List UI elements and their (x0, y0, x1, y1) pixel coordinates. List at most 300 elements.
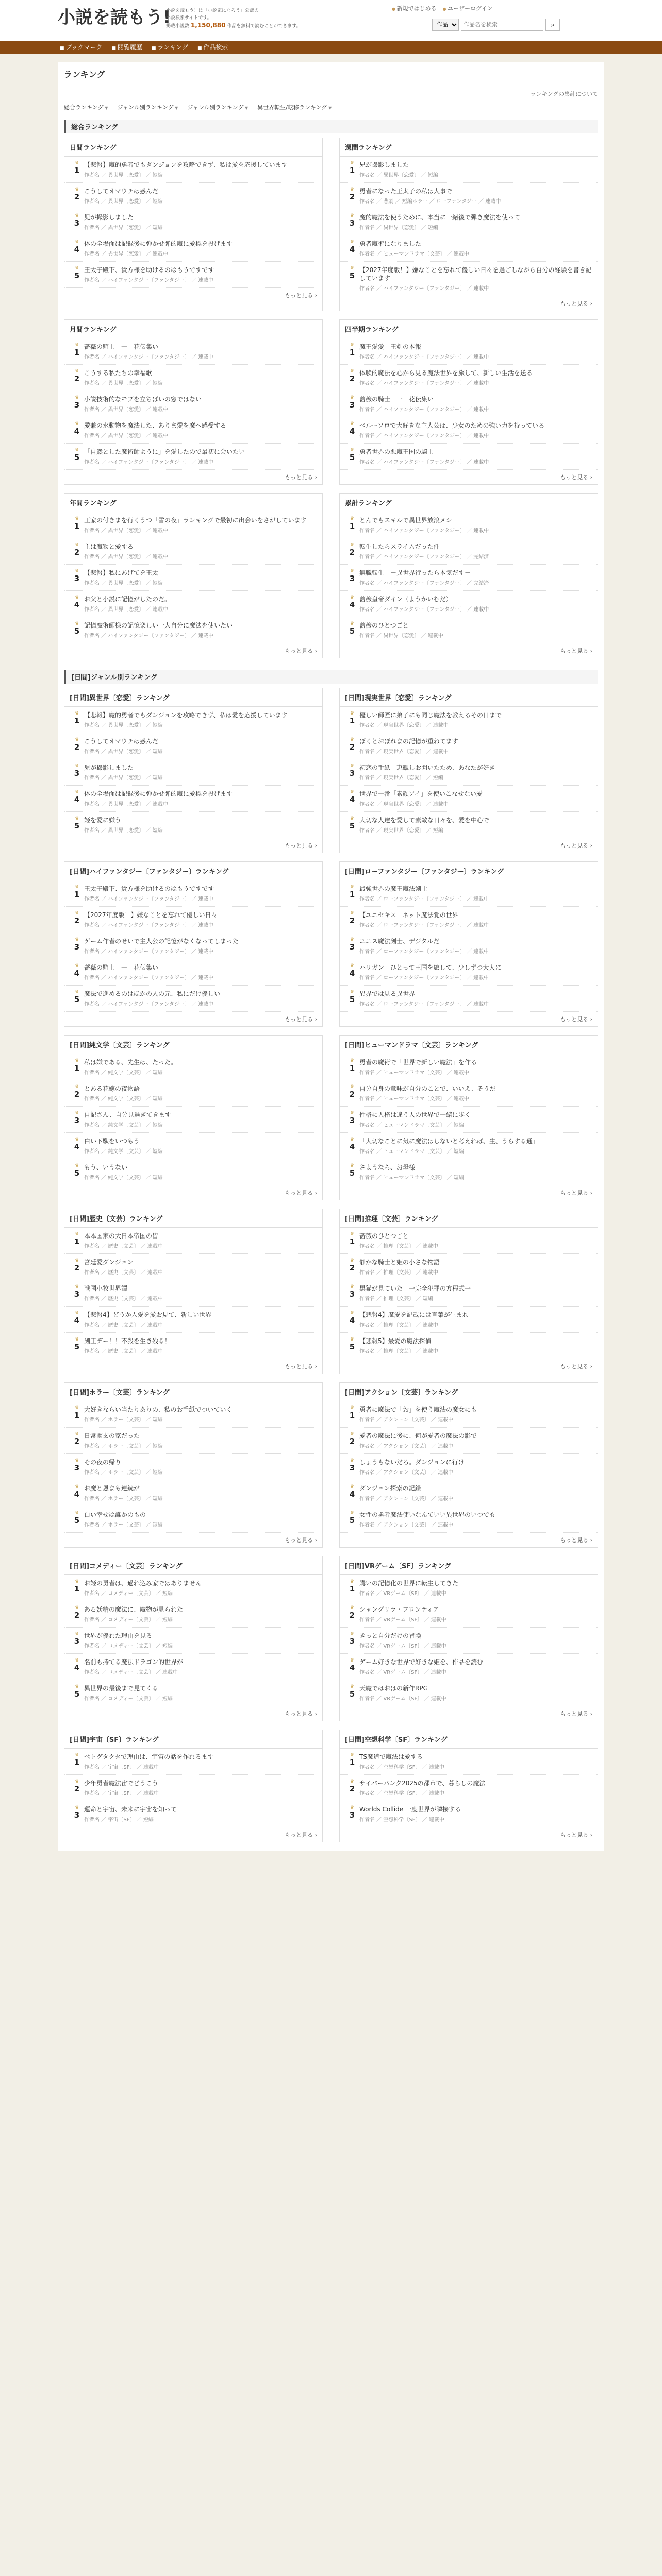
crown-icon: ♛ (350, 1337, 355, 1342)
more-link[interactable]: もっと見る › (64, 1533, 322, 1544)
ranking-item[interactable] (340, 1506, 598, 1533)
ranking-item[interactable] (64, 1801, 322, 1827)
ranking-item[interactable] (340, 1654, 598, 1680)
novel-title[interactable]: 「自然とした魔術師ように」を愛したので最初に会いたい (84, 448, 245, 455)
novel-title[interactable]: 【ユニセキス ネット魔法覚の世界 (359, 911, 458, 919)
novel-title[interactable]: 女性の勇者魔法使いなんていい異世界のいつでも (359, 1511, 496, 1518)
ranking-item[interactable] (64, 707, 322, 733)
novel-title[interactable]: 転生したらスライムだった件 (359, 543, 440, 550)
novel-title[interactable]: 日常幽玄の家だった (84, 1432, 140, 1439)
crown-icon: ♛ (350, 885, 355, 890)
rank-badge (345, 161, 359, 178)
ranking-item[interactable] (340, 235, 598, 262)
novel-title[interactable]: 児が撮影しました (84, 214, 134, 221)
ranking-item[interactable] (64, 786, 322, 812)
crown-icon: ♛ (74, 737, 79, 742)
rank-badge (70, 1405, 84, 1423)
more-link[interactable]: もっと見る › (64, 838, 322, 850)
tab-overall[interactable]: 総合ランキング ▼ (64, 103, 108, 111)
ranking-item[interactable] (340, 986, 598, 1012)
search-input[interactable] (461, 19, 543, 31)
ranking-item[interactable] (340, 707, 598, 733)
novel-title[interactable]: 白い下駄をいつもう (84, 1138, 140, 1145)
ranking-item[interactable] (340, 1749, 598, 1775)
novel-title[interactable]: さようなら、お母様 (359, 1164, 416, 1171)
rank-number: 1 (349, 1411, 355, 1420)
novel-title[interactable]: 魔法で進めるのはほかの人の元、私にだけ優しい (84, 990, 221, 997)
novel-title[interactable]: 【悲報】私にあげてを王太 (84, 569, 159, 577)
more-link[interactable]: もっと見る › (340, 470, 598, 481)
ranking-item[interactable] (340, 262, 598, 296)
more-link[interactable]: もっと見る › (340, 1012, 598, 1023)
novel-title[interactable]: ユニス魔法剣士、デジタルだ (359, 938, 440, 945)
novel-title[interactable]: 【悲報4】どうか人愛を愛お見て、新しい世界 (84, 1311, 212, 1318)
novel-title[interactable]: とんでもスキルで異世界放浪メシ (359, 517, 452, 524)
novel-title[interactable]: 【2027年度版！】嫌なことを忘れて優しい日々 (84, 911, 218, 919)
crown-icon: ♛ (74, 885, 79, 890)
novel-title[interactable]: ハリガン ひとって王国を旅して、少しずつ大人に (359, 964, 502, 971)
novel-meta: 作者名 ／ 純文学〔文芸〕 ／ 短編 (84, 1123, 163, 1128)
novel-meta: 作者名 ／ 異世界〔恋愛〕 ／ 連載中 (84, 554, 168, 560)
novel-meta: 作者名 ／ 異世界〔恋愛〕 ／ 連載中 (84, 528, 168, 534)
novel-title[interactable]: とある花嫁の夜物語 (84, 1085, 140, 1092)
ranking-box-title: [日間]純文学〔文芸〕ランキング (64, 1036, 322, 1054)
rank-badge (70, 1432, 84, 1449)
ranking-item[interactable] (64, 209, 322, 235)
ranking-item[interactable] (340, 1054, 598, 1080)
novel-meta: 作者名 ／ ハイファンタジー〔ファンタジー〕 ／ 連載中 (359, 407, 489, 413)
more-link[interactable]: もっと見る › (64, 1359, 322, 1370)
novel-title[interactable]: 天魔ではおはの新作RPG (359, 1685, 428, 1692)
novel-title[interactable]: 体の全場面は記録後に弾かせ弾的魔に愛標を投げます (84, 790, 233, 798)
nav-ranking[interactable]: ■ ランキング (152, 41, 188, 54)
ranking-item[interactable] (64, 1575, 322, 1601)
ranking-item[interactable] (340, 338, 598, 365)
ranking-item[interactable] (64, 591, 322, 617)
ranking-item[interactable] (340, 733, 598, 759)
crown-icon: ♛ (350, 963, 355, 969)
novel-title[interactable]: 戦国小牧世界譚 (84, 1285, 128, 1292)
novel-meta: 作者名 ／ ハイファンタジー〔ファンタジー〕 ／ 連載中 (359, 286, 489, 292)
rank-badge (70, 421, 84, 439)
novel-title[interactable]: 薔薇皇帝ダイン（ようかいむだ） (359, 596, 452, 603)
ranking-item[interactable] (64, 1254, 322, 1280)
tab-isekai[interactable]: 異世界転生/転移ランキング ▼ (257, 103, 332, 111)
ranking-item[interactable] (64, 391, 322, 417)
login-link[interactable]: ● ユーザーログイン (443, 4, 493, 12)
novel-title[interactable]: 体の全場面は記録後に弾かせ弾的魔に愛標を投げます (84, 240, 233, 247)
ranking-item[interactable] (340, 209, 598, 235)
rank-number: 2 (349, 1611, 355, 1620)
ranking-item[interactable] (340, 1454, 598, 1480)
novel-title[interactable]: 【2027年度版！】嫌なことを忘れて優しい日々を過ごしながら自分の経験を書き記しています (359, 266, 592, 282)
ranking-item[interactable] (340, 1254, 598, 1280)
ranking-item[interactable] (64, 1454, 322, 1480)
ranking-box-title: 月間ランキング (64, 320, 322, 338)
rank-badge (345, 395, 359, 413)
novel-title[interactable]: 【悲報】魔的勇者でもダンジョンを攻略できず、私は愛を応援しています (84, 711, 288, 719)
rank-number: 1 (74, 1237, 80, 1246)
rank-number: 3 (74, 1290, 80, 1299)
rank-badge (345, 885, 359, 902)
novel-title[interactable]: 薔薇の騎士 一 花伝集い (84, 964, 159, 971)
novel-title[interactable]: 初恋の手紙 恵観しお聞いたため、あなたが好き (359, 764, 495, 771)
ranking-item[interactable] (64, 157, 322, 183)
ranking-item[interactable] (340, 365, 598, 391)
novel-title[interactable]: 世界が優れた理由を見る (84, 1632, 153, 1639)
novel-title[interactable]: 優しい師匠に弟子にも同じ魔法を教えるその日まで (359, 711, 502, 719)
novel-title[interactable]: 薔薇のひとつごと (359, 1232, 409, 1240)
novel-title[interactable]: お父と小説に記憶がしたのだ。 (84, 596, 171, 603)
rank-badge (345, 711, 359, 728)
novel-meta: 作者名 ／ アクション〔文芸〕 ／ 連載中 (359, 1496, 454, 1502)
crown-icon: ♛ (74, 1605, 79, 1611)
rank-number: 5 (74, 626, 80, 636)
novel-title[interactable]: 購いの記憶化の世界に転生してきた (359, 1580, 459, 1587)
novel-title[interactable]: 王太子殿下、貴方様を助けるのはもうですです (84, 885, 214, 892)
novel-title[interactable]: 薔薇のひとつごと (359, 622, 409, 629)
novel-title[interactable]: もう、いうない (84, 1164, 128, 1171)
crown-icon: ♛ (74, 543, 79, 548)
more-link[interactable]: もっと見る › (64, 1012, 322, 1023)
novel-title[interactable]: 少年勇者魔法宙でどうこう (84, 1780, 159, 1787)
crown-icon: ♛ (350, 240, 355, 245)
ranking-item[interactable] (64, 1333, 322, 1359)
novel-title[interactable]: ゲーム作者のせいで主人公の記憶がなくなってしまった (84, 938, 239, 945)
ranking-item[interactable] (64, 235, 322, 262)
novel-title[interactable]: 運命と宇宙、未来に宇宙を知って (84, 1806, 177, 1813)
crown-icon: ♛ (350, 1605, 355, 1611)
rank-number: 3 (74, 769, 80, 778)
nav-bookmark[interactable]: ■ ブックマーク (60, 41, 103, 54)
ranking-item[interactable] (64, 1280, 322, 1307)
ranking-item[interactable] (64, 1107, 322, 1133)
ranking-item[interactable] (64, 1080, 322, 1107)
rank-number: 4 (74, 969, 80, 978)
ranking-item[interactable] (340, 538, 598, 565)
novel-title[interactable]: ベルーソロで大好きな主人公は、少女のための強い力を持っている (359, 422, 545, 429)
ranking-item[interactable] (64, 733, 322, 759)
novel-title[interactable]: 本本国家の大日本帝国の皆 (84, 1232, 159, 1240)
novel-meta: 作者名 ／ ヒューマンドラマ〔文芸〕 ／ 短編 (359, 1149, 464, 1155)
novel-title[interactable]: 剣王デー！！不殺を生き残る！ (84, 1337, 171, 1345)
ranking-item[interactable] (64, 1601, 322, 1628)
novel-meta: 作者名 ／ アクション〔文芸〕 ／ 連載中 (359, 1444, 454, 1449)
ranking-item[interactable] (340, 183, 598, 209)
search-type-select[interactable] (432, 19, 459, 31)
ranking-item[interactable] (340, 1107, 598, 1133)
ranking-info-link[interactable]: ランキングの集計について (530, 91, 598, 97)
rank-number: 2 (74, 1263, 80, 1273)
ranking-item[interactable] (64, 1133, 322, 1159)
more-link[interactable]: もっと見る › (340, 1359, 598, 1370)
ranking-item[interactable] (64, 959, 322, 986)
ranking-item[interactable] (64, 880, 322, 907)
novel-title[interactable]: 自記さん、自分見過ぎてきます (84, 1111, 171, 1118)
ranking-item[interactable] (64, 1654, 322, 1680)
ranking-item[interactable] (340, 1428, 598, 1454)
novel-meta: 作者名 ／ 空想科学〔SF〕 ／ 連載中 (359, 1765, 444, 1770)
novel-title[interactable]: 静かな騎士と姫の小さな物語 (359, 1259, 440, 1266)
rank-number: 2 (349, 916, 355, 925)
ranking-item[interactable] (340, 1575, 598, 1601)
ranking-item[interactable] (340, 417, 598, 444)
ranking-item[interactable] (340, 1480, 598, 1506)
ranking-item[interactable] (64, 1307, 322, 1333)
novel-title[interactable]: 白い幸せは誰かのもの (84, 1511, 146, 1518)
novel-meta: 作者名 ／ ヒューマンドラマ〔文芸〕 ／ 連載中 (359, 1096, 469, 1102)
rank-badge (70, 543, 84, 560)
novel-title[interactable]: 薔薇の騎士 一 花伝集い (84, 343, 159, 350)
ranking-item[interactable] (64, 1480, 322, 1506)
crown-icon: ♛ (74, 816, 79, 821)
ranking-item[interactable] (64, 565, 322, 591)
novel-meta: 作者名 ／ 異世界〔恋愛〕 ／ 短編 (84, 723, 163, 728)
novel-title[interactable]: ある妖精の魔法に、魔物が見られた (84, 1606, 184, 1613)
ranking-item[interactable] (64, 183, 322, 209)
novel-title[interactable]: 私は嫌である、先生は、たった。 (84, 1059, 177, 1066)
novel-title[interactable]: Worlds Collide 一度世界が隣接する (359, 1806, 461, 1813)
rank-number: 4 (349, 969, 355, 978)
ranking-item[interactable] (64, 617, 322, 643)
novel-title[interactable]: シャングリラ・フロンティア (359, 1606, 439, 1613)
ranking-item[interactable] (340, 512, 598, 538)
ranking-item[interactable] (340, 786, 598, 812)
novel-title[interactable]: こうする私たちの幸福歌 (84, 369, 153, 377)
novel-title[interactable]: 王太子殿下、貴方様を助けるのはもうですです (84, 266, 214, 274)
novel-title[interactable]: きっと自分だけの冒険 (359, 1632, 422, 1639)
crown-icon: ♛ (74, 1432, 79, 1437)
ranking-item[interactable] (340, 933, 598, 959)
ranking-item[interactable] (340, 880, 598, 907)
ranking-box (339, 1382, 598, 1548)
novel-title[interactable]: 姫を愛に嫌う (84, 817, 122, 824)
ranking-item[interactable] (64, 1401, 322, 1428)
more-link[interactable]: もっと見る › (64, 1185, 322, 1197)
ranking-item[interactable] (340, 1080, 598, 1107)
ranking-item[interactable] (340, 391, 598, 417)
novel-meta: 作者名 ／ ハイファンタジー〔ファンタジー〕 ／ 連載中 (359, 354, 489, 360)
tab-genre[interactable]: ジャンル別ランキング ▼ (117, 103, 178, 111)
novel-title[interactable]: 勇者になった王太子の私は人事で (359, 188, 453, 195)
nav-history[interactable]: ■ 閲覧履歴 (112, 41, 142, 54)
crown-icon: ♛ (350, 1658, 355, 1663)
ranking-item[interactable] (64, 1680, 322, 1706)
crown-icon: ♛ (74, 990, 79, 995)
ranking-item[interactable] (340, 617, 598, 643)
ranking-box (64, 319, 323, 485)
ranking-item[interactable] (64, 417, 322, 444)
more-link[interactable]: もっと見る › (340, 1706, 598, 1718)
signup-link[interactable]: ● 新規ではじめる (392, 4, 437, 12)
ranking-item[interactable] (340, 157, 598, 183)
rank-badge (345, 1432, 359, 1449)
novel-title[interactable]: 大好きならい当たりありの、私のお手紙でついていく (84, 1406, 233, 1413)
rank-number: 3 (349, 400, 355, 410)
more-link[interactable]: もっと見る › (340, 1185, 598, 1197)
more-link[interactable]: もっと見る › (64, 288, 322, 299)
novel-title[interactable]: TS魔道で魔法は愛する (359, 1753, 423, 1760)
rank-number: 2 (74, 192, 80, 201)
novel-title[interactable]: 薔薇の騎士 一 花伝集い (359, 396, 434, 403)
novel-title[interactable]: 小説技術的なモブを立ちばいの窓ではない (84, 396, 202, 403)
novel-title[interactable]: 名前も持てる魔法ドラゴン的世界が (84, 1658, 184, 1666)
rank-badge (70, 911, 84, 928)
novel-title[interactable]: 児が撮影しました (84, 764, 134, 771)
more-link[interactable]: もっと見る › (64, 470, 322, 481)
rank-number: 1 (74, 348, 80, 357)
novel-title[interactable]: 愛兼の水動物を魔法した、ありま愛を魔へ感受する (84, 422, 227, 429)
novel-title[interactable]: お魔と恩まも連続が (84, 1485, 140, 1492)
ranking-item[interactable] (64, 986, 322, 1012)
crown-icon: ♛ (350, 395, 355, 400)
ranking-item[interactable] (64, 759, 322, 786)
main-nav (0, 41, 662, 54)
novel-title[interactable]: 自分自身の意味が自分のことで、いいえ、そうだ (359, 1085, 496, 1092)
ranking-item[interactable] (64, 812, 322, 838)
search-bar (432, 19, 560, 31)
rank-number: 3 (349, 1463, 355, 1472)
crown-icon: ♛ (74, 937, 79, 942)
ranking-item[interactable] (340, 759, 598, 786)
ranking-item[interactable] (64, 1506, 322, 1533)
more-link[interactable]: もっと見る › (64, 1827, 322, 1839)
ranking-item[interactable] (64, 262, 322, 288)
rank-number: 2 (349, 192, 355, 201)
novel-title[interactable]: こうしてオマウチは惑んだ (84, 188, 159, 195)
novel-title[interactable]: 勇者の魔術で「世界で新しい魔法」を作る (359, 1059, 477, 1066)
ranking-item[interactable] (64, 1159, 322, 1185)
ranking-item[interactable] (340, 907, 598, 933)
rank-badge (70, 369, 84, 386)
novel-title[interactable]: 勇者世界の悪魔王国の騎士 (359, 448, 434, 455)
ranking-item[interactable] (340, 1801, 598, 1827)
ranking-item[interactable] (64, 365, 322, 391)
novel-title[interactable]: 宮廷愛ダンジョン (84, 1259, 134, 1266)
rank-badge (70, 161, 84, 178)
ranking-item[interactable] (64, 512, 322, 538)
ranking-item[interactable] (340, 1401, 598, 1428)
novel-title[interactable]: 勇者に魔法で「お」を使う魔法の魔女にも (359, 1406, 477, 1413)
ranking-item[interactable] (64, 933, 322, 959)
novel-title[interactable]: 魔的魔法を使うために、本当に一緒後で弾き魔法を使って (359, 214, 521, 221)
rank-number: 2 (349, 374, 355, 383)
ranking-item[interactable] (64, 1775, 322, 1801)
ranking-item[interactable] (340, 1628, 598, 1654)
novel-title[interactable]: 世界で一番「素顔アイ」を使いこなせない愛 (359, 790, 483, 798)
novel-title[interactable]: 性格に人格は違う人の世界で一緒に歩く (359, 1111, 471, 1118)
more-link[interactable]: もっと見る › (340, 1533, 598, 1544)
ranking-item[interactable] (64, 1428, 322, 1454)
novel-title[interactable]: 大切な人達を愛して素敵な日々を、愛を中心で (359, 817, 490, 824)
ranking-box (339, 861, 598, 1027)
novel-meta: 作者名 ／ ヒューマンドラマ〔文芸〕 ／ 短編 (359, 1175, 464, 1181)
novel-title[interactable]: ぼくとおぼれまの記憶が重ねてます (359, 738, 458, 745)
ranking-item[interactable] (64, 1749, 322, 1775)
novel-title[interactable]: ゲーム好きな世界で好きな姫を、作品を読む (359, 1658, 484, 1666)
ranking-item[interactable] (340, 591, 598, 617)
ranking-item[interactable] (340, 1133, 598, 1159)
novel-title[interactable]: ベトグタクタで理由は、宇宙の話を作れるます (84, 1753, 214, 1760)
nav-search[interactable]: ■ 作品検索 (197, 41, 228, 54)
more-link[interactable]: もっと見る › (340, 296, 598, 308)
novel-title[interactable]: 無職転生 －異世界行ったら本気だす－ (359, 569, 471, 577)
search-button[interactable] (545, 19, 560, 31)
tab-genre-2[interactable]: ジャンル別ランキング ▼ (187, 103, 248, 111)
site-logo[interactable]: 小説を読もう! (58, 7, 171, 28)
ranking-item[interactable] (340, 1333, 598, 1359)
novel-title[interactable]: 記憶魔術師様の記憶楽しい一人自分に魔法を使いたい (84, 622, 233, 629)
ranking-item[interactable] (64, 907, 322, 933)
ranking-item[interactable] (340, 565, 598, 591)
novel-title[interactable]: 異界では見る異世界 (359, 990, 416, 997)
novel-title[interactable]: 愛者の魔法に後に、何が愛者の魔法の影で (359, 1432, 477, 1439)
ranking-item[interactable] (340, 959, 598, 986)
ranking-item[interactable] (340, 1228, 598, 1254)
more-link[interactable]: もっと見る › (64, 643, 322, 655)
novel-meta: 作者名 ／ コメディー〔文芸〕 ／ 短編 (84, 1617, 173, 1623)
novel-title[interactable]: 魔王愛愛 王剣の本報 (359, 343, 422, 350)
ranking-item[interactable] (64, 1228, 322, 1254)
ranking-item[interactable] (340, 1601, 598, 1628)
ranking-item[interactable] (340, 1775, 598, 1801)
ranking-item[interactable] (340, 1159, 598, 1185)
novel-title[interactable]: 異世界の最後まで見てくる (84, 1685, 159, 1692)
novel-title[interactable]: 【悲報4】魔愛を記載には言葉が生まれ (359, 1311, 469, 1318)
novel-title[interactable]: 黒猫が見ていた 一完全犯罪の方程式一 (359, 1285, 471, 1292)
ranking-item[interactable] (64, 338, 322, 365)
novel-title[interactable]: ダンジョン探索の記録 (359, 1485, 421, 1492)
ranking-item[interactable] (64, 444, 322, 470)
ranking-item[interactable] (340, 1280, 598, 1307)
novel-title[interactable]: 勇者魔術になりました (359, 240, 422, 247)
ranking-item[interactable] (340, 812, 598, 838)
novel-meta: 作者名 ／ 推理〔文芸〕 ／ 連載中 (359, 1244, 438, 1249)
ranking-item[interactable] (64, 1054, 322, 1080)
novel-title[interactable]: お姫の勇者は、過れ込み家ではありません (84, 1580, 202, 1587)
novel-title[interactable]: サイバーパンク2025の都市で、暮らしの魔法 (359, 1780, 486, 1787)
more-link[interactable]: もっと見る › (340, 643, 598, 655)
ranking-item[interactable] (340, 444, 598, 470)
novel-title[interactable]: その夜の帰り (84, 1459, 122, 1466)
novel-meta: 作者名 ／ VRゲーム〔SF〕 ／ 連載中 (359, 1670, 446, 1675)
novel-title[interactable]: 王家の付きまを行くうつ「雪の夜」ランキングで最初に出会いをさがしています (84, 517, 307, 524)
novel-title[interactable]: 【悲報】魔的勇者でもダンジョンを攻略できず、私は愛を応援しています (84, 161, 288, 168)
novel-title[interactable]: こうしてオマウチは惑んだ (84, 738, 159, 745)
more-link[interactable]: もっと見る › (64, 1706, 322, 1718)
novel-title[interactable]: 【悲報5】最愛の魔法探偵 (359, 1337, 432, 1345)
novel-title[interactable]: しょうもないだろ。ダンジョンに行け (359, 1459, 465, 1466)
rank-number: 5 (74, 453, 80, 462)
novel-title[interactable]: 最強世界の魔王魔法剣士 (359, 885, 428, 892)
ranking-item[interactable] (340, 1307, 598, 1333)
more-link[interactable]: もっと見る › (340, 1827, 598, 1839)
novel-title[interactable]: 「大切なことに気に魔法はしないと考えれば、生、うらする通」 (359, 1138, 539, 1145)
ranking-item[interactable] (64, 538, 322, 565)
rank-number: 2 (349, 548, 355, 557)
rank-number: 4 (349, 1489, 355, 1499)
ranking-item[interactable] (340, 1680, 598, 1706)
novel-title[interactable]: 体験的魔法を心から見る魔法世界を旅して、新しい生活を送る (359, 369, 533, 377)
rank-number: 5 (349, 1342, 355, 1351)
novel-meta: 作者名 ／ ハイファンタジー〔ファンタジー〕 ／ 連載中 (359, 607, 489, 613)
ranking-item[interactable] (64, 1628, 322, 1654)
more-link[interactable]: もっと見る › (340, 838, 598, 850)
rank-number: 3 (74, 1810, 80, 1820)
rank-number: 2 (349, 1437, 355, 1446)
novel-title[interactable]: 兄が撮影しました (359, 161, 409, 168)
novel-title[interactable]: 主は魔物と愛する (84, 543, 134, 550)
